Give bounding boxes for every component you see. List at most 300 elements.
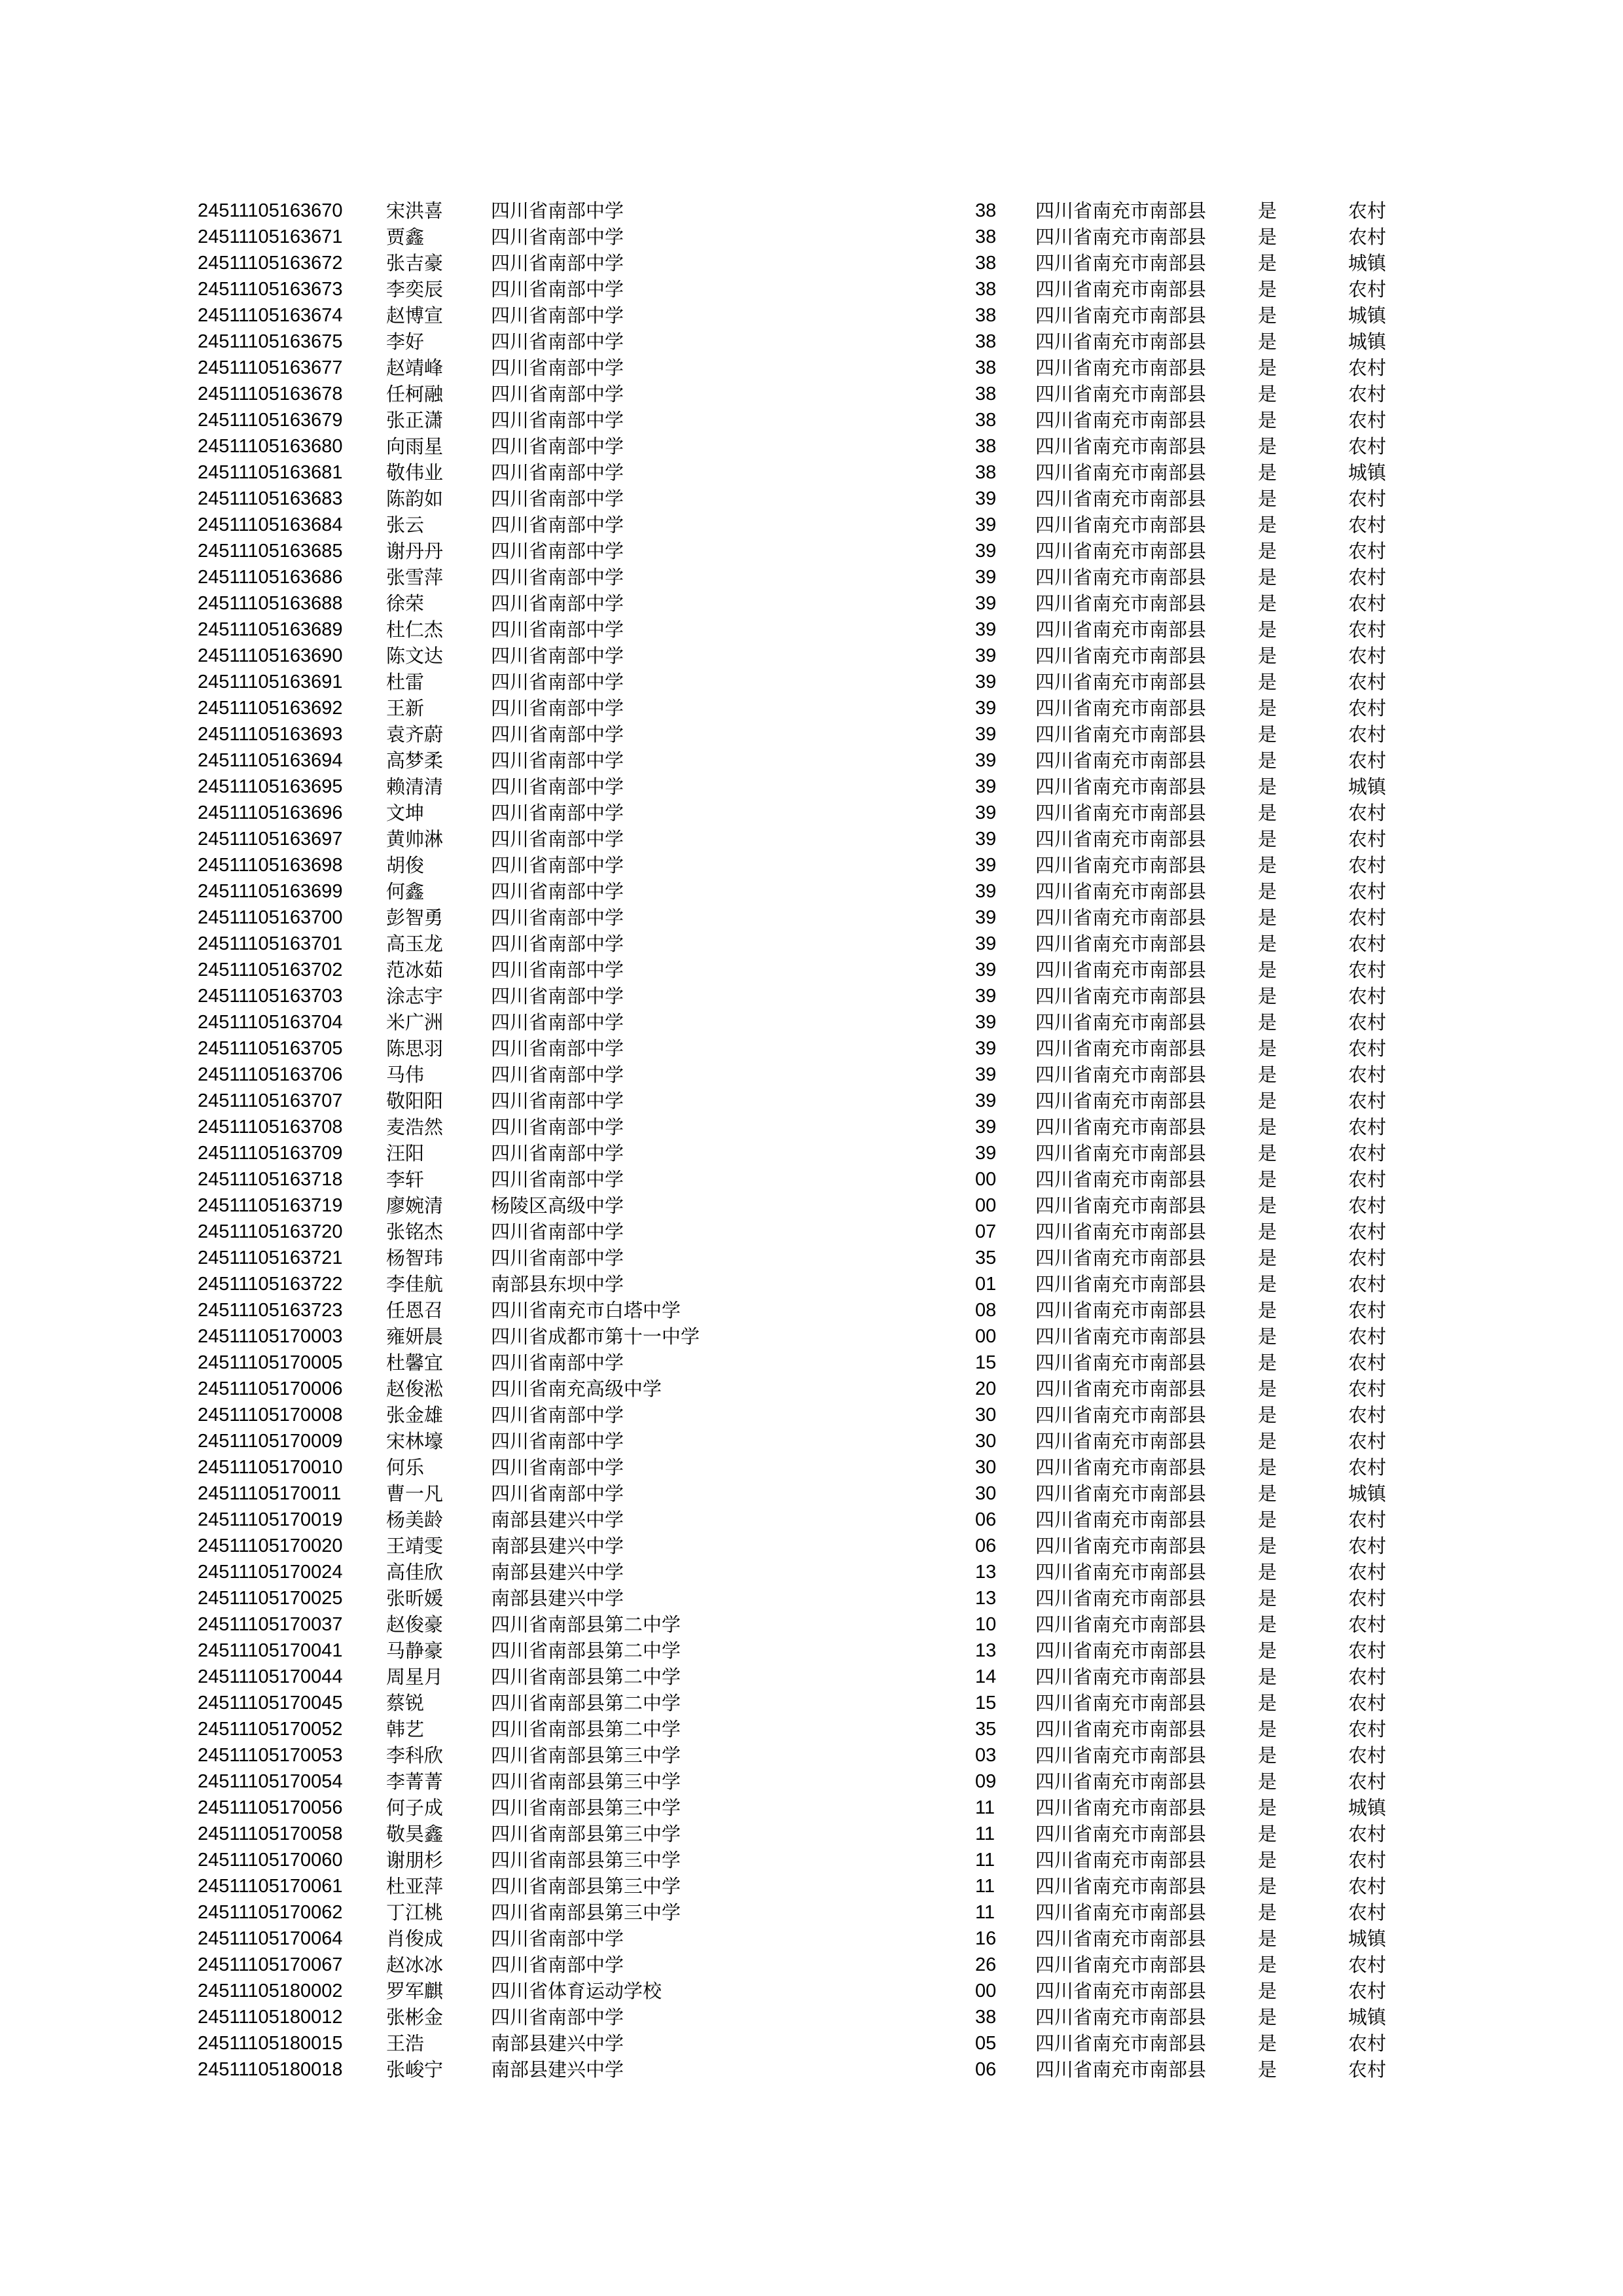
exam-number: 24511105163691 [198,672,343,692]
student-name: 赵靖峰 [386,357,444,379]
table-row [0,407,1623,433]
eligibility-flag: 是 [1258,1194,1277,1217]
exam-number: 24511105163707 [198,1090,343,1111]
school-name: 四川省南部县第二中学 [491,1640,681,1662]
region: 四川省南充市南部县 [1035,985,1207,1007]
table-row [0,486,1623,512]
class-code: 16 [975,1928,997,1949]
eligibility-flag: 是 [1258,1954,1277,1976]
residence-type: 农村 [1348,1901,1387,1924]
table-row [0,931,1623,957]
school-name: 四川省南部县第三中学 [491,1797,681,1819]
region: 四川省南充市南部县 [1035,331,1207,353]
exam-number: 24511105163718 [198,1169,343,1190]
class-code: 39 [975,907,997,928]
student-name: 文坤 [386,802,425,824]
student-name: 敬阳阳 [386,1090,444,1112]
student-name: 向雨星 [386,435,444,457]
eligibility-flag: 是 [1258,409,1277,431]
exam-number: 24511105170003 [198,1326,343,1347]
region: 四川省南充市南部县 [1035,304,1207,327]
student-name: 黄帅淋 [386,828,444,850]
table-row [0,852,1623,878]
residence-type: 农村 [1348,592,1387,615]
residence-type: 农村 [1348,1011,1387,1033]
class-code: 39 [975,567,997,588]
eligibility-flag: 是 [1258,252,1277,274]
region: 四川省南充市南部县 [1035,1666,1207,1688]
class-code: 00 [975,1326,997,1347]
school-name: 四川省南部中学 [491,278,624,300]
school-name: 四川省南部县第三中学 [491,1823,681,1845]
school-name: 四川省南部中学 [491,697,624,719]
residence-type: 农村 [1348,1456,1387,1479]
eligibility-flag: 是 [1258,1168,1277,1191]
class-code: 38 [975,305,997,326]
student-name: 胡俊 [386,854,425,876]
eligibility-flag: 是 [1258,1325,1277,1348]
class-code: 39 [975,1012,997,1033]
region: 四川省南充市南部县 [1035,1980,1207,2002]
table-row [0,983,1623,1009]
eligibility-flag: 是 [1258,1090,1277,1112]
class-code: 30 [975,1431,997,1452]
school-name: 四川省南部中学 [491,619,624,641]
residence-type: 城镇 [1348,304,1387,327]
student-name: 汪阳 [386,1142,425,1164]
residence-type: 农村 [1348,1352,1387,1374]
exam-number: 24511105170045 [198,1693,343,1713]
student-name: 宋洪喜 [386,200,444,222]
eligibility-flag: 是 [1258,566,1277,588]
exam-number: 24511105163693 [198,724,343,745]
region: 四川省南充市南部县 [1035,2006,1207,2028]
eligibility-flag: 是 [1258,2006,1277,2028]
class-code: 30 [975,1483,997,1504]
student-name: 高佳欣 [386,1561,444,1583]
residence-type: 农村 [1348,619,1387,641]
class-code: 30 [975,1457,997,1478]
school-name: 四川省南部中学 [491,802,624,824]
eligibility-flag: 是 [1258,514,1277,536]
region: 四川省南充市南部县 [1035,1299,1207,1321]
residence-type: 城镇 [1348,1928,1387,1950]
table-row [0,459,1623,486]
class-code: 11 [975,1850,995,1871]
exam-number: 24511105170009 [198,1431,343,1452]
residence-type: 农村 [1348,383,1387,405]
table-row [0,1742,1623,1768]
residence-type: 城镇 [1348,1482,1387,1505]
table-row [0,1271,1623,1297]
school-name: 南部县建兴中学 [491,1535,624,1557]
region: 四川省南充市南部县 [1035,1561,1207,1583]
class-code: 00 [975,1981,997,2001]
eligibility-flag: 是 [1258,1875,1277,1897]
exam-number: 24511105163672 [198,253,343,274]
school-name: 四川省南部中学 [491,1064,624,1086]
residence-type: 城镇 [1348,1797,1387,1819]
residence-type: 农村 [1348,1221,1387,1243]
residence-type: 农村 [1348,1378,1387,1400]
exam-number: 24511105163703 [198,986,343,1007]
class-code: 38 [975,410,997,431]
school-name: 四川省南部中学 [491,723,624,745]
residence-type: 城镇 [1348,776,1387,798]
school-name: 四川省南部中学 [491,540,624,562]
region: 四川省南充市南部县 [1035,1901,1207,1924]
school-name: 四川省南部中学 [491,226,624,248]
eligibility-flag: 是 [1258,1299,1277,1321]
school-name: 四川省南部中学 [491,985,624,1007]
exam-number: 24511105163677 [198,357,343,378]
region: 四川省南充市南部县 [1035,1090,1207,1112]
school-name: 四川省南部中学 [491,1168,624,1191]
eligibility-flag: 是 [1258,1352,1277,1374]
school-name: 四川省南部中学 [491,252,624,274]
exam-number: 24511105163705 [198,1038,343,1059]
eligibility-flag: 是 [1258,331,1277,353]
region: 四川省南充市南部县 [1035,1064,1207,1086]
class-code: 39 [975,855,997,876]
residence-type: 农村 [1348,514,1387,536]
region: 四川省南充市南部县 [1035,959,1207,981]
exam-number: 24511105180015 [198,2033,343,2054]
eligibility-flag: 是 [1258,2032,1277,2054]
school-name: 四川省南部中学 [491,1090,624,1112]
eligibility-flag: 是 [1258,461,1277,484]
class-code: 39 [975,1038,997,1059]
region: 四川省南充市南部县 [1035,1613,1207,1636]
school-name: 四川省南部中学 [491,828,624,850]
region: 四川省南充市南部县 [1035,1325,1207,1348]
region: 四川省南充市南部县 [1035,645,1207,667]
residence-type: 城镇 [1348,331,1387,353]
residence-type: 农村 [1348,1142,1387,1164]
eligibility-flag: 是 [1258,1273,1277,1295]
school-name: 四川省南部中学 [491,331,624,353]
student-name: 高玉龙 [386,933,444,955]
residence-type: 农村 [1348,1640,1387,1662]
table-row [0,250,1623,276]
region: 四川省南充市南部县 [1035,514,1207,536]
residence-type: 农村 [1348,1823,1387,1845]
exam-number: 24511105180002 [198,1981,343,2001]
eligibility-flag: 是 [1258,1587,1277,1609]
table-row [0,1795,1623,1821]
table-row [0,1978,1623,2004]
residence-type: 农村 [1348,2058,1387,2081]
residence-type: 农村 [1348,749,1387,772]
table-row [0,1952,1623,1978]
eligibility-flag: 是 [1258,828,1277,850]
student-name: 范冰茹 [386,959,444,981]
student-name: 任恩召 [386,1299,444,1321]
eligibility-flag: 是 [1258,435,1277,457]
class-code: 13 [975,1588,997,1609]
eligibility-flag: 是 [1258,1535,1277,1557]
student-name: 张昕媛 [386,1587,444,1609]
class-code: 26 [975,1954,997,1975]
class-code: 20 [975,1378,997,1399]
exam-number: 24511105163679 [198,410,343,431]
exam-number: 24511105163673 [198,279,343,300]
school-name: 四川省南部中学 [491,566,624,588]
exam-number: 24511105163675 [198,331,343,352]
eligibility-flag: 是 [1258,1509,1277,1531]
eligibility-flag: 是 [1258,357,1277,379]
table-row [0,198,1623,224]
eligibility-flag: 是 [1258,697,1277,719]
class-code: 14 [975,1666,997,1687]
student-name: 李菁菁 [386,1770,444,1793]
region: 四川省南充市南部县 [1035,1954,1207,1976]
exam-number: 24511105170019 [198,1509,343,1530]
region: 四川省南充市南部县 [1035,1797,1207,1819]
student-name: 敬昊鑫 [386,1823,444,1845]
residence-type: 城镇 [1348,461,1387,484]
exam-number: 24511105170061 [198,1876,343,1897]
class-code: 01 [975,1274,997,1295]
region: 四川省南充市南部县 [1035,1011,1207,1033]
residence-type: 农村 [1348,1692,1387,1714]
table-row [0,2030,1623,2056]
student-name: 王新 [386,697,425,719]
exam-number: 24511105170005 [198,1352,343,1373]
region: 四川省南充市南部县 [1035,1875,1207,1897]
exam-number: 24511105163692 [198,698,343,719]
residence-type: 农村 [1348,1194,1387,1217]
class-code: 06 [975,1535,997,1556]
exam-number: 24511105163708 [198,1117,343,1138]
school-name: 四川省南部中学 [491,514,624,536]
table-row [0,1873,1623,1899]
table-row [0,564,1623,590]
region: 四川省南充市南部县 [1035,671,1207,693]
region: 四川省南充市南部县 [1035,1535,1207,1557]
exam-number: 24511105163690 [198,645,343,666]
table-row [0,1323,1623,1350]
eligibility-flag: 是 [1258,1692,1277,1714]
student-name: 谢朋杉 [386,1849,444,1871]
region: 四川省南充市南部县 [1035,1587,1207,1609]
class-code: 39 [975,672,997,692]
exam-number: 24511105170044 [198,1666,343,1687]
exam-number: 24511105170067 [198,1954,343,1975]
eligibility-flag: 是 [1258,1666,1277,1688]
residence-type: 农村 [1348,1954,1387,1976]
table-row [0,1062,1623,1088]
eligibility-flag: 是 [1258,985,1277,1007]
class-code: 10 [975,1614,997,1635]
region: 四川省南充市南部县 [1035,1247,1207,1269]
table-row [0,1454,1623,1480]
eligibility-flag: 是 [1258,1718,1277,1740]
class-code: 39 [975,645,997,666]
eligibility-flag: 是 [1258,1928,1277,1950]
school-name: 四川省南部中学 [491,383,624,405]
residence-type: 农村 [1348,1430,1387,1452]
region: 四川省南充市南部县 [1035,1640,1207,1662]
table-row [0,1219,1623,1245]
school-name: 四川省南部中学 [491,1430,624,1452]
region: 四川省南充市南部县 [1035,619,1207,641]
residence-type: 农村 [1348,1535,1387,1557]
table-row [0,1611,1623,1638]
student-name: 杜仁杰 [386,619,444,641]
eligibility-flag: 是 [1258,802,1277,824]
student-name: 麦浩然 [386,1116,444,1138]
eligibility-flag: 是 [1258,1011,1277,1033]
exam-number: 24511105170011 [198,1483,342,1504]
school-name: 四川省南部中学 [491,435,624,457]
table-row [0,1821,1623,1847]
student-name: 杨智玮 [386,1247,444,1269]
class-code: 39 [975,1064,997,1085]
residence-type: 农村 [1348,1744,1387,1767]
region: 四川省南充市南部县 [1035,933,1207,955]
eligibility-flag: 是 [1258,1378,1277,1400]
exam-number: 24511105163700 [198,907,343,928]
student-name: 杜馨宜 [386,1352,444,1374]
exam-number: 24511105163678 [198,384,343,404]
exam-number: 24511105163701 [198,933,343,954]
school-name: 四川省南部中学 [491,1116,624,1138]
residence-type: 农村 [1348,1247,1387,1269]
eligibility-flag: 是 [1258,540,1277,562]
eligibility-flag: 是 [1258,1430,1277,1452]
exam-number: 24511105163720 [198,1221,343,1242]
exam-number: 24511105163670 [198,200,343,221]
school-name: 四川省南部县第二中学 [491,1718,681,1740]
table-row [0,590,1623,617]
student-name: 陈文达 [386,645,444,667]
student-name: 廖婉清 [386,1194,444,1217]
eligibility-flag: 是 [1258,1613,1277,1636]
school-name: 四川省南部中学 [491,1404,624,1426]
residence-type: 农村 [1348,1849,1387,1871]
table-row [0,957,1623,983]
class-code: 09 [975,1771,997,1792]
residence-type: 农村 [1348,985,1387,1007]
eligibility-flag: 是 [1258,1744,1277,1767]
table-row [0,512,1623,538]
exam-number: 24511105163689 [198,619,343,640]
region: 四川省南充市南部县 [1035,697,1207,719]
class-code: 07 [975,1221,997,1242]
class-code: 08 [975,1300,997,1321]
class-code: 39 [975,724,997,745]
residence-type: 农村 [1348,200,1387,222]
residence-type: 农村 [1348,1090,1387,1112]
school-name: 四川省南部中学 [491,906,624,929]
class-code: 39 [975,933,997,954]
exam-number: 24511105170053 [198,1745,343,1766]
student-name: 李奕辰 [386,278,444,300]
student-name: 李好 [386,331,425,353]
region: 四川省南充市南部县 [1035,1168,1207,1191]
school-name: 四川省南部县第二中学 [491,1666,681,1688]
school-name: 四川省南部县第三中学 [491,1901,681,1924]
exam-number: 24511105163704 [198,1012,343,1033]
class-code: 39 [975,698,997,719]
exam-number: 24511105170008 [198,1405,343,1426]
class-code: 39 [975,593,997,614]
table-row [0,1376,1623,1402]
residence-type: 农村 [1348,723,1387,745]
student-name: 徐荣 [386,592,425,615]
eligibility-flag: 是 [1258,1404,1277,1426]
region: 四川省南充市南部县 [1035,1430,1207,1452]
exam-number: 24511105163681 [198,462,343,483]
school-name: 南部县东坝中学 [491,1273,624,1295]
eligibility-flag: 是 [1258,488,1277,510]
region: 四川省南充市南部县 [1035,2058,1207,2081]
school-name: 四川省南部中学 [491,1221,624,1243]
eligibility-flag: 是 [1258,1456,1277,1479]
student-name: 高梦柔 [386,749,444,772]
exam-number: 24511105170006 [198,1378,343,1399]
student-name: 罗军麒 [386,1980,444,2002]
region: 四川省南充市南部县 [1035,1456,1207,1479]
table-row [0,381,1623,407]
exam-number: 24511105163722 [198,1274,343,1295]
exam-number: 24511105170020 [198,1535,343,1556]
student-name: 任柯融 [386,383,444,405]
student-name: 马伟 [386,1064,425,1086]
class-code: 15 [975,1693,997,1713]
student-name: 张正潇 [386,409,444,431]
class-code: 39 [975,1117,997,1138]
school-name: 四川省南部中学 [491,592,624,615]
eligibility-flag: 是 [1258,592,1277,615]
region: 四川省南充市南部县 [1035,776,1207,798]
eligibility-flag: 是 [1258,304,1277,327]
class-code: 11 [975,1823,995,1844]
region: 四川省南充市南部县 [1035,1849,1207,1871]
exam-number: 24511105163723 [198,1300,343,1321]
exam-number: 24511105163698 [198,855,343,876]
residence-type: 农村 [1348,828,1387,850]
class-code: 39 [975,514,997,535]
table-row [0,1035,1623,1062]
student-name: 马静豪 [386,1640,444,1662]
student-name: 李轩 [386,1168,425,1191]
region: 四川省南充市南部县 [1035,723,1207,745]
student-name: 肖俊成 [386,1928,444,1950]
class-code: 11 [975,1797,995,1818]
eligibility-flag: 是 [1258,278,1277,300]
student-name: 雍妍晨 [386,1325,444,1348]
eligibility-flag: 是 [1258,749,1277,772]
student-name: 张云 [386,514,425,536]
table-row [0,617,1623,643]
student-name: 何乐 [386,1456,425,1479]
student-name: 涂志宇 [386,985,444,1007]
class-code: 13 [975,1562,997,1583]
table-row [0,2004,1623,2030]
residence-type: 农村 [1348,566,1387,588]
table-row [0,800,1623,826]
region: 四川省南充市南部县 [1035,566,1207,588]
school-name: 四川省南部县第三中学 [491,1744,681,1767]
region: 四川省南充市南部县 [1035,278,1207,300]
student-name: 陈思羽 [386,1037,444,1060]
region: 四川省南充市南部县 [1035,1692,1207,1714]
class-code: 38 [975,2007,997,2028]
eligibility-flag: 是 [1258,854,1277,876]
region: 四川省南充市南部县 [1035,461,1207,484]
